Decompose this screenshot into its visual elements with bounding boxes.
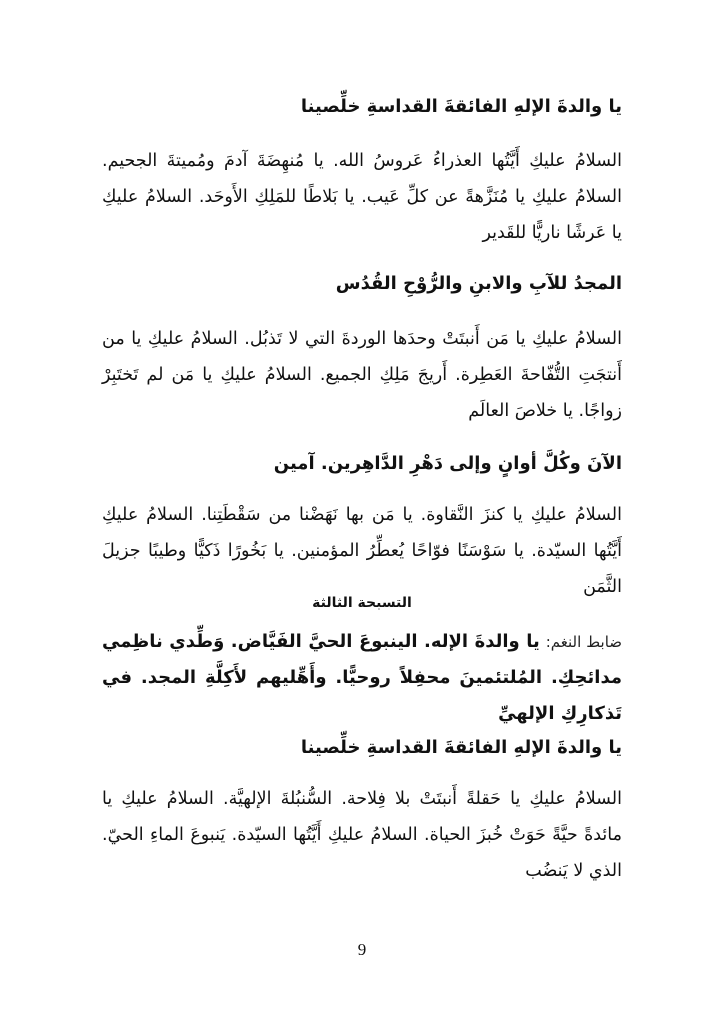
- paragraph-4: السلامُ عليكِ يا حَقلةً أَنبتَتْ بلا فِلاحة. السُّنبُلةَ الإلهيَّة. السلامُ عليكِ يا مائدةً حيَّةً حَوَتْ خُبزَ الحياة. السلامُ عليكِ أَيَّتُها السيّدة. يَنبوعَ الماءِ الحيّ. الذي لا يَنضُب: [102, 789, 622, 881]
- section-title: التسبحة الثالثة: [312, 595, 412, 611]
- now-and-ever-heading: الآنَ وكُلَّ أوانٍ وإلى دَهْرِ الدَّاهِرين. آمين: [273, 453, 622, 474]
- refrain-heading-2: يا والدةَ الإلهِ الفائقةَ القداسةِ خلِّصينا: [300, 737, 622, 758]
- document-page: [102, 0, 622, 1024]
- refrain-heading-1: يا والدةَ الإلهِ الفائقةَ القداسةِ خلِّصينا: [300, 96, 622, 117]
- refrain-label: ضابط النغم:: [545, 633, 622, 651]
- paragraph-2: السلامُ عليكِ يا مَن أَنبتَتْ وحدَها الوردةَ التي لا تَذبُل. السلامُ عليكِ يا من أَنتجَتِ التُّفّاحةَ العَطِرة. أَريجَ مَلِكِ الجميع. السلامُ عليكِ يا مَن لم تَختَبِرْ زواجًا. يا خلاصَ العالَم: [102, 329, 622, 421]
- doxology-heading: المجدُ للآبِ والابنِ والرُّوْحِ القُدُس: [335, 273, 622, 294]
- page-number: 9: [357, 940, 367, 959]
- refrain-text: يا والدةَ الإله. الينبوعَ الحيَّ الفَيَّاض. وَطِّدي ناظِمي مدائحِكِ. المُلتئمينَ محفِلاً روحيًّا. وأَهِّليهم لأَكِلَّةِ المجد. في تَذكارِكِ الإلهيِّ: [102, 631, 622, 724]
- paragraph-1: السلامُ عليكِ أَيَّتُها العذراءُ عَروسُ الله. يا مُنهِضَةَ آدمَ ومُميتةَ الجحيم. السلامُ عليكِ يا مُنَزَّهةً عن كلِّ عَيب. يا بَلاطًا للمَلِكِ الأَوحَد. السلامُ عليكِ يا عَرشًا ناريًّا للقَدير: [102, 151, 622, 243]
- paragraph-3: السلامُ عليكِ يا كنزَ النَّقاوة. يا مَن بها نَهَضْنا من سَقْطَتِنا. السلامُ عليكِ أَيَّتُها السيّدة. يا سَوْسَنًا فوّاحًا يُعطِّرُ المؤمنين. يا بَخُورًا ذَكيًّا وطيبًا جزيلَ الثَّمَن: [102, 505, 622, 597]
- tone-refrain: [102, 624, 622, 732]
